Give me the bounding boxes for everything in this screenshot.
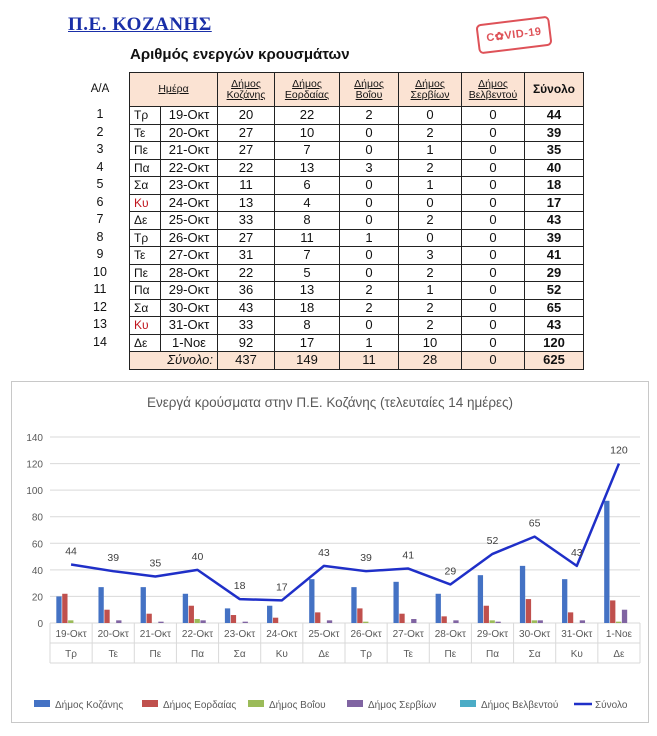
bar-δήμος-σερβίων [243, 622, 248, 623]
servia-cell: 1 [399, 282, 462, 300]
servia-cell: 0 [399, 107, 462, 125]
x-tick-label-date: 30-Οκτ [519, 629, 551, 640]
kozani-cell: 13 [218, 194, 275, 212]
bar-δήμος-κοζάνης [393, 582, 398, 623]
date-cell: 22-Οκτ [161, 159, 218, 177]
aa-number: 13 [93, 317, 107, 331]
y-tick-label: 40 [31, 565, 43, 577]
kozani-cell: 20 [218, 107, 275, 125]
total-cell: 65 [525, 299, 584, 317]
eordaia-cell: 17 [275, 334, 340, 352]
servia-cell: 3 [399, 247, 462, 265]
servia-cell: 2 [399, 159, 462, 177]
x-tick-label-day: Τρ [65, 649, 77, 660]
aa-column [82, 72, 118, 351]
col-header-servia: Δήμος Σερβίων [399, 73, 462, 107]
x-tick-label-date: 28-Οκτ [434, 629, 466, 640]
voio-cell: 3 [340, 159, 399, 177]
x-tick-label-day: Σα [233, 649, 246, 660]
bar-δήμος-εορδαίας [147, 614, 152, 623]
table-row [130, 282, 584, 300]
voio-cell: 0 [340, 212, 399, 230]
legend-swatch [460, 700, 476, 707]
servia-cell: 2 [399, 264, 462, 282]
x-tick-label-date: 1-Νοε [605, 629, 632, 640]
aa-number: 3 [96, 142, 104, 156]
voio-cell: 0 [340, 317, 399, 335]
x-tick-label-day: Δε [613, 649, 625, 660]
total-cell: 40 [525, 159, 584, 177]
x-tick-label-date: 20-Οκτ [97, 629, 129, 640]
x-tick-label-day: Πε [149, 649, 162, 660]
velvento-cell: 0 [462, 159, 525, 177]
sum-total-cell: 625 [525, 352, 584, 370]
x-tick-label-date: 29-Οκτ [476, 629, 509, 640]
servia-cell: 1 [399, 142, 462, 160]
x-tick-label-day: Κυ [570, 649, 583, 660]
servia-cell: 0 [399, 194, 462, 212]
velvento-cell: 0 [462, 282, 525, 300]
aa-number: 8 [96, 229, 104, 244]
col-header-voio: Δήμος Βοΐου [340, 73, 399, 107]
bar-δήμος-σερβίων [200, 620, 205, 623]
date-cell: 1-Νοε [161, 334, 218, 352]
velvento-cell: 0 [462, 334, 525, 352]
bar-δήμος-κοζάνης [351, 587, 356, 623]
bar-δήμος-κοζάνης [141, 587, 146, 623]
bar-δήμος-εορδαίας [526, 599, 531, 623]
bar-δήμος-σερβίων [538, 620, 543, 623]
kozani-cell: 27 [218, 229, 275, 247]
servia-cell: 1 [399, 177, 462, 195]
date-cell: 19-Οκτ [161, 107, 218, 125]
bar-δήμος-εορδαίας [484, 606, 489, 623]
x-tick-label-day: Τρ [360, 649, 372, 660]
date-cell: 21-Οκτ [161, 142, 218, 160]
voio-cell: 0 [340, 177, 399, 195]
servia-cell: 2 [399, 317, 462, 335]
legend-label: Δήμος Βοΐου [269, 700, 326, 711]
total-cell: 29 [525, 264, 584, 282]
bar-δήμος-σερβίων [411, 619, 416, 623]
eordaia-cell: 8 [275, 212, 340, 230]
servia-cell: 2 [399, 124, 462, 142]
total-data-label: 41 [402, 549, 415, 562]
bar-δήμος-εορδαίας [610, 600, 615, 623]
aa-number: 14 [93, 334, 107, 349]
eordaia-cell: 10 [275, 124, 340, 142]
y-tick-label: 140 [26, 433, 43, 444]
bar-δήμος-σερβίων [453, 620, 458, 623]
col-header-velvento: Δήμος Βελβεντού [462, 73, 525, 107]
bar-δήμος-σερβίων [495, 622, 500, 623]
kozani-cell: 11 [218, 177, 275, 195]
table-row [130, 194, 584, 212]
legend-swatch [248, 700, 264, 707]
bar-δήμος-κοζάνης [267, 606, 272, 623]
aa-header: Α/Α [90, 83, 110, 95]
col-header-day: Ημέρα [130, 73, 218, 107]
sum-koz-cell: 437 [218, 352, 275, 370]
table-row [130, 142, 584, 160]
bar-δήμος-βοΐου [195, 619, 200, 623]
x-tick-label-date: 27-Οκτ [392, 629, 424, 640]
total-cell: 39 [525, 229, 584, 247]
x-tick-label-date: 31-Οκτ [561, 629, 593, 640]
total-cell: 35 [525, 142, 584, 160]
day-cell: Πε [130, 264, 161, 282]
y-tick-label: 120 [26, 459, 43, 471]
aa-number: 6 [96, 194, 104, 209]
table-row [130, 159, 584, 177]
total-data-label: 40 [191, 550, 204, 563]
velvento-cell: 0 [462, 142, 525, 160]
x-tick-label-day: Κυ [275, 649, 288, 660]
sum-row [130, 352, 584, 370]
y-tick-label: 80 [31, 512, 43, 524]
total-data-label: 44 [65, 545, 77, 558]
total-cell: 43 [525, 212, 584, 230]
day-cell: Τε [130, 124, 161, 142]
total-cell: 43 [525, 317, 584, 335]
covid-stamp-logo: C✿VID-19 [475, 16, 552, 55]
col-header-eordaia: Δήμος Εορδαίας [275, 73, 340, 107]
total-line [71, 464, 619, 601]
total-cell: 39 [525, 124, 584, 142]
bar-δήμος-κοζάνης [436, 594, 441, 623]
eordaia-cell: 13 [275, 159, 340, 177]
table-row [130, 107, 584, 125]
col-header-kozani: Δήμος Κοζάνης [218, 73, 275, 107]
region-title: Π.Ε. ΚΟΖΑΝΗΣ [68, 14, 212, 35]
eordaia-cell: 13 [275, 282, 340, 300]
bar-δήμος-βοΐου [532, 620, 537, 623]
table-row [130, 124, 584, 142]
eordaia-cell: 7 [275, 247, 340, 265]
aa-number: 2 [96, 124, 104, 139]
table-header-row [130, 73, 584, 107]
total-data-label: 17 [275, 581, 288, 594]
x-tick-label-date: 19-Οκτ [55, 629, 87, 640]
day-cell: Δε [130, 334, 161, 352]
bar-δήμος-κοζάνης [56, 596, 61, 623]
date-cell: 30-Οκτ [161, 299, 218, 317]
y-tick-label: 20 [31, 592, 43, 604]
x-tick-label-day: Δε [318, 649, 330, 660]
cases-chart [12, 382, 648, 722]
cases-table [129, 72, 584, 370]
x-tick-label-day: Τε [108, 649, 118, 660]
bar-δήμος-βοΐου [68, 620, 73, 623]
bar-δήμος-εορδαίας [442, 616, 447, 623]
aa-number: 11 [93, 282, 107, 296]
bar-δήμος-σερβίων [327, 620, 332, 623]
date-cell: 27-Οκτ [161, 247, 218, 265]
kozani-cell: 27 [218, 124, 275, 142]
legend-swatch [34, 700, 50, 707]
y-tick-label: 60 [31, 539, 43, 551]
eordaia-cell: 7 [275, 142, 340, 160]
bar-δήμος-κοζάνης [183, 594, 188, 623]
eordaia-cell: 18 [275, 299, 340, 317]
y-tick-label: 0 [37, 619, 43, 630]
legend-label: Δήμος Σερβίων [368, 700, 437, 711]
eordaia-cell: 6 [275, 177, 340, 195]
day-cell: Τρ [130, 107, 161, 125]
date-cell: 31-Οκτ [161, 317, 218, 335]
bar-δήμος-εορδαίας [104, 610, 109, 623]
total-cell: 52 [525, 282, 584, 300]
voio-cell: 0 [340, 124, 399, 142]
day-cell: Κυ [130, 317, 161, 335]
sum-velv-cell: 0 [462, 352, 525, 370]
sum-eord-cell: 149 [275, 352, 340, 370]
total-data-label: 65 [528, 517, 541, 530]
eordaia-cell: 5 [275, 264, 340, 282]
total-data-label: 52 [486, 534, 499, 547]
table-row [130, 334, 584, 352]
date-cell: 24-Οκτ [161, 194, 218, 212]
day-cell: Πε [130, 142, 161, 160]
bar-δήμος-κοζάνης [604, 501, 609, 623]
date-cell: 25-Οκτ [161, 212, 218, 230]
bar-δήμος-σερβίων [580, 620, 585, 623]
table-row [130, 299, 584, 317]
total-data-label: 43 [318, 546, 330, 559]
aa-number: 1 [96, 107, 104, 121]
bar-δήμος-κοζάνης [309, 579, 314, 623]
x-tick-label-date: 21-Οκτ [139, 629, 171, 640]
velvento-cell: 0 [462, 229, 525, 247]
velvento-cell: 0 [462, 212, 525, 230]
total-data-label: 39 [360, 552, 372, 565]
table-row [130, 229, 584, 247]
velvento-cell: 0 [462, 299, 525, 317]
legend-label: Δήμος Βελβεντού [481, 700, 559, 711]
bar-δήμος-βοΐου [616, 622, 621, 623]
x-tick-label-day: Τε [403, 649, 413, 660]
x-tick-label-date: 25-Οκτ [308, 629, 340, 640]
eordaia-cell: 8 [275, 317, 340, 335]
kozani-cell: 92 [218, 334, 275, 352]
total-data-label: 18 [233, 580, 246, 593]
total-data-label: 29 [444, 565, 457, 578]
legend-swatch [142, 700, 158, 707]
x-tick-label-date: 22-Οκτ [181, 629, 214, 640]
eordaia-cell: 11 [275, 229, 340, 247]
legend-swatch [347, 700, 363, 707]
aa-number: 9 [96, 247, 104, 261]
x-tick-label-date: 23-Οκτ [224, 629, 256, 640]
day-cell: Πα [130, 282, 161, 300]
bar-δήμος-κοζάνης [520, 566, 525, 623]
date-cell: 26-Οκτ [161, 229, 218, 247]
voio-cell: 0 [340, 247, 399, 265]
bar-δήμος-σερβίων [158, 622, 163, 623]
day-cell: Τε [130, 247, 161, 265]
total-data-label: 35 [149, 557, 162, 570]
total-cell: 18 [525, 177, 584, 195]
total-cell: 44 [525, 107, 584, 125]
legend-label: Δήμος Κοζάνης [55, 700, 124, 711]
kozani-cell: 22 [218, 264, 275, 282]
servia-cell: 2 [399, 299, 462, 317]
velvento-cell: 0 [462, 194, 525, 212]
voio-cell: 0 [340, 142, 399, 160]
kozani-cell: 31 [218, 247, 275, 265]
bar-δήμος-βοΐου [490, 620, 495, 623]
table-title: Αριθμός ενεργών κρουσμάτων [130, 46, 350, 63]
bar-δήμος-βοΐου [363, 622, 368, 623]
aa-number: 7 [96, 212, 104, 226]
kozani-cell: 22 [218, 159, 275, 177]
bar-δήμος-εορδαίας [357, 608, 362, 623]
total-data-label: 120 [610, 444, 628, 457]
total-cell: 120 [525, 334, 584, 352]
voio-cell: 2 [340, 282, 399, 300]
servia-cell: 0 [399, 229, 462, 247]
total-cell: 41 [525, 247, 584, 265]
table-row [130, 317, 584, 335]
bar-δήμος-εορδαίας [231, 615, 236, 623]
day-cell: Τρ [130, 229, 161, 247]
aa-number: 4 [96, 159, 104, 174]
kozani-cell: 33 [218, 212, 275, 230]
velvento-cell: 0 [462, 107, 525, 125]
date-cell: 29-Οκτ [161, 282, 218, 300]
x-tick-label-day: Πα [485, 649, 500, 660]
voio-cell: 0 [340, 264, 399, 282]
aa-number: 12 [93, 299, 107, 314]
voio-cell: 0 [340, 194, 399, 212]
bar-δήμος-εορδαίας [399, 614, 404, 623]
velvento-cell: 0 [462, 177, 525, 195]
voio-cell: 2 [340, 299, 399, 317]
bar-δήμος-εορδαίας [315, 612, 320, 623]
servia-cell: 2 [399, 212, 462, 230]
bar-δήμος-κοζάνης [478, 575, 483, 623]
servia-cell: 10 [399, 334, 462, 352]
kozani-cell: 43 [218, 299, 275, 317]
date-cell: 28-Οκτ [161, 264, 218, 282]
sum-voiou-cell: 11 [340, 352, 399, 370]
table-row [130, 212, 584, 230]
legend-label: Σύνολο [595, 700, 628, 711]
col-header-total: Σύνολο [525, 73, 584, 107]
chart-title: Ενεργά κρούσματα στην Π.Ε. Κοζάνης (τελευταίες 14 ημέρες) [146, 395, 514, 410]
y-tick-label: 100 [26, 486, 43, 498]
bar-δήμος-εορδαίας [189, 606, 194, 623]
eordaia-cell: 22 [275, 107, 340, 125]
bar-δήμος-εορδαίας [568, 612, 573, 623]
day-cell: Κυ [130, 194, 161, 212]
chart-panel [11, 381, 649, 723]
sum-label: Σύνολο: [130, 352, 218, 370]
velvento-cell: 0 [462, 264, 525, 282]
bar-δήμος-κοζάνης [562, 579, 567, 623]
kozani-cell: 27 [218, 142, 275, 160]
table-row [130, 177, 584, 195]
sum-serv-cell: 28 [399, 352, 462, 370]
bar-δήμος-κοζάνης [225, 608, 230, 623]
velvento-cell: 0 [462, 317, 525, 335]
bar-δήμος-σερβίων [622, 610, 627, 623]
bar-δήμος-σερβίων [116, 620, 121, 623]
voio-cell: 1 [340, 229, 399, 247]
x-tick-label-day: Πα [190, 649, 205, 660]
x-tick-label-day: Σα [528, 649, 541, 660]
kozani-cell: 36 [218, 282, 275, 300]
aa-number: 10 [93, 264, 107, 279]
aa-number: 5 [96, 177, 104, 191]
total-data-label: 39 [107, 552, 120, 565]
bar-δήμος-εορδαίας [273, 618, 278, 623]
x-tick-label-date: 24-Οκτ [266, 629, 298, 640]
day-cell: Σα [130, 299, 161, 317]
velvento-cell: 0 [462, 124, 525, 142]
date-cell: 23-Οκτ [161, 177, 218, 195]
eordaia-cell: 4 [275, 194, 340, 212]
bar-δήμος-εορδαίας [62, 594, 67, 623]
total-cell: 17 [525, 194, 584, 212]
x-tick-label-date: 26-Οκτ [350, 629, 382, 640]
velvento-cell: 0 [462, 247, 525, 265]
voio-cell: 2 [340, 107, 399, 125]
bar-δήμος-κοζάνης [98, 587, 103, 623]
voio-cell: 1 [340, 334, 399, 352]
total-data-label: 43 [570, 546, 583, 559]
day-cell: Δε [130, 212, 161, 230]
date-cell: 20-Οκτ [161, 124, 218, 142]
day-cell: Πα [130, 159, 161, 177]
kozani-cell: 33 [218, 317, 275, 335]
legend-label: Δήμος Εορδαίας [163, 700, 237, 711]
table-row [130, 247, 584, 265]
day-cell: Σα [130, 177, 161, 195]
x-tick-label-day: Πε [444, 649, 457, 660]
table-row [130, 264, 584, 282]
